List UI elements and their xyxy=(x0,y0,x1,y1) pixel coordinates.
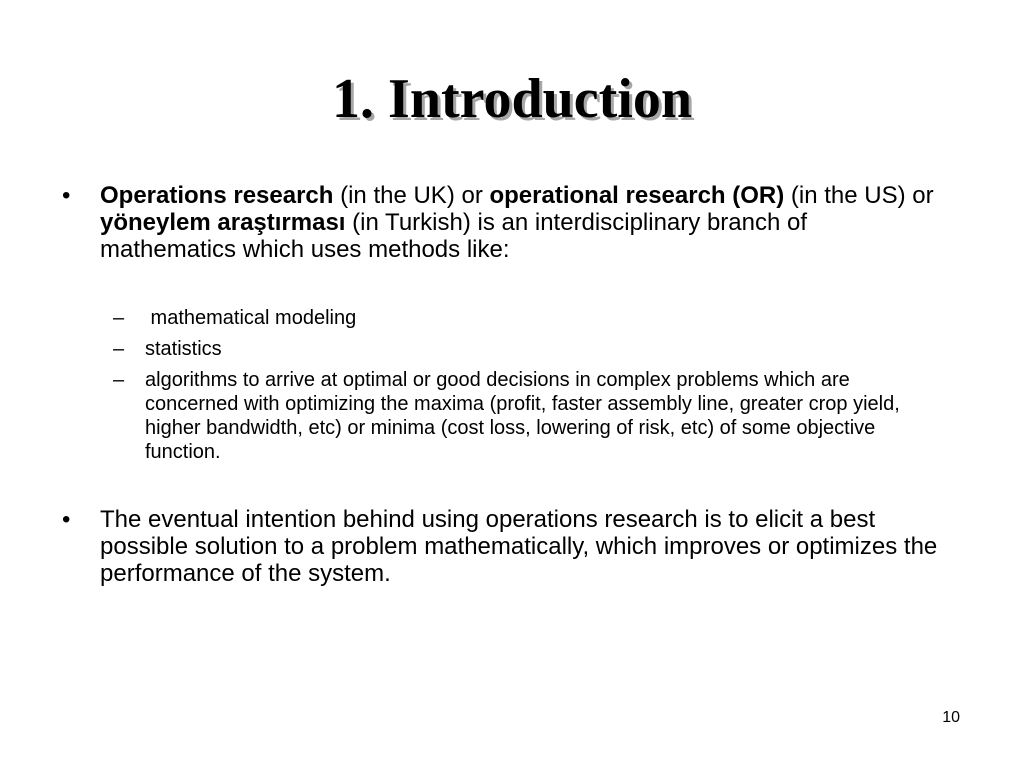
text-segment: (in the US) or xyxy=(784,182,934,209)
sub-item-text: algorithms to arrive at optimal or good decisions in complex problems which are concerned with optimizing the maxima (profit, faster assembly line, greater crop yield, higher bandwidth, etc) or minima (cost loss, lowering of risk, etc) of some objective function. xyxy=(145,369,900,463)
slide-title: 1. Introduction xyxy=(332,68,692,130)
page-number: 10 xyxy=(942,709,960,726)
dash-icon: – xyxy=(113,369,125,391)
bullet-text: The eventual intention behind using operations research is to elicit a best possible solution to a problem mathematically, which improves or optimizes the performance of the system. xyxy=(100,506,938,587)
sub-list-item xyxy=(113,368,913,464)
term-operations-research: Operations research xyxy=(100,182,334,209)
bullet-icon: • xyxy=(62,506,71,533)
sub-item-text: statistics xyxy=(145,338,222,360)
bullet-text xyxy=(100,182,942,263)
text-segment: (in the UK) or xyxy=(333,182,490,209)
sub-list-item xyxy=(113,306,913,330)
sub-item-text: mathematical modeling xyxy=(145,307,357,329)
dash-icon: – xyxy=(113,338,125,360)
dash-icon: – xyxy=(113,307,125,329)
text-segment: (in Turkish) is an interdisciplinary branch of mathematics which uses methods like: xyxy=(100,209,808,263)
sub-list-item xyxy=(113,337,913,361)
term-turkish: yöneylem araştırması xyxy=(100,209,346,236)
bullet-icon: • xyxy=(62,182,71,209)
term-operational-research: operational research (OR) xyxy=(489,182,785,209)
methods-sub-list xyxy=(113,306,913,471)
